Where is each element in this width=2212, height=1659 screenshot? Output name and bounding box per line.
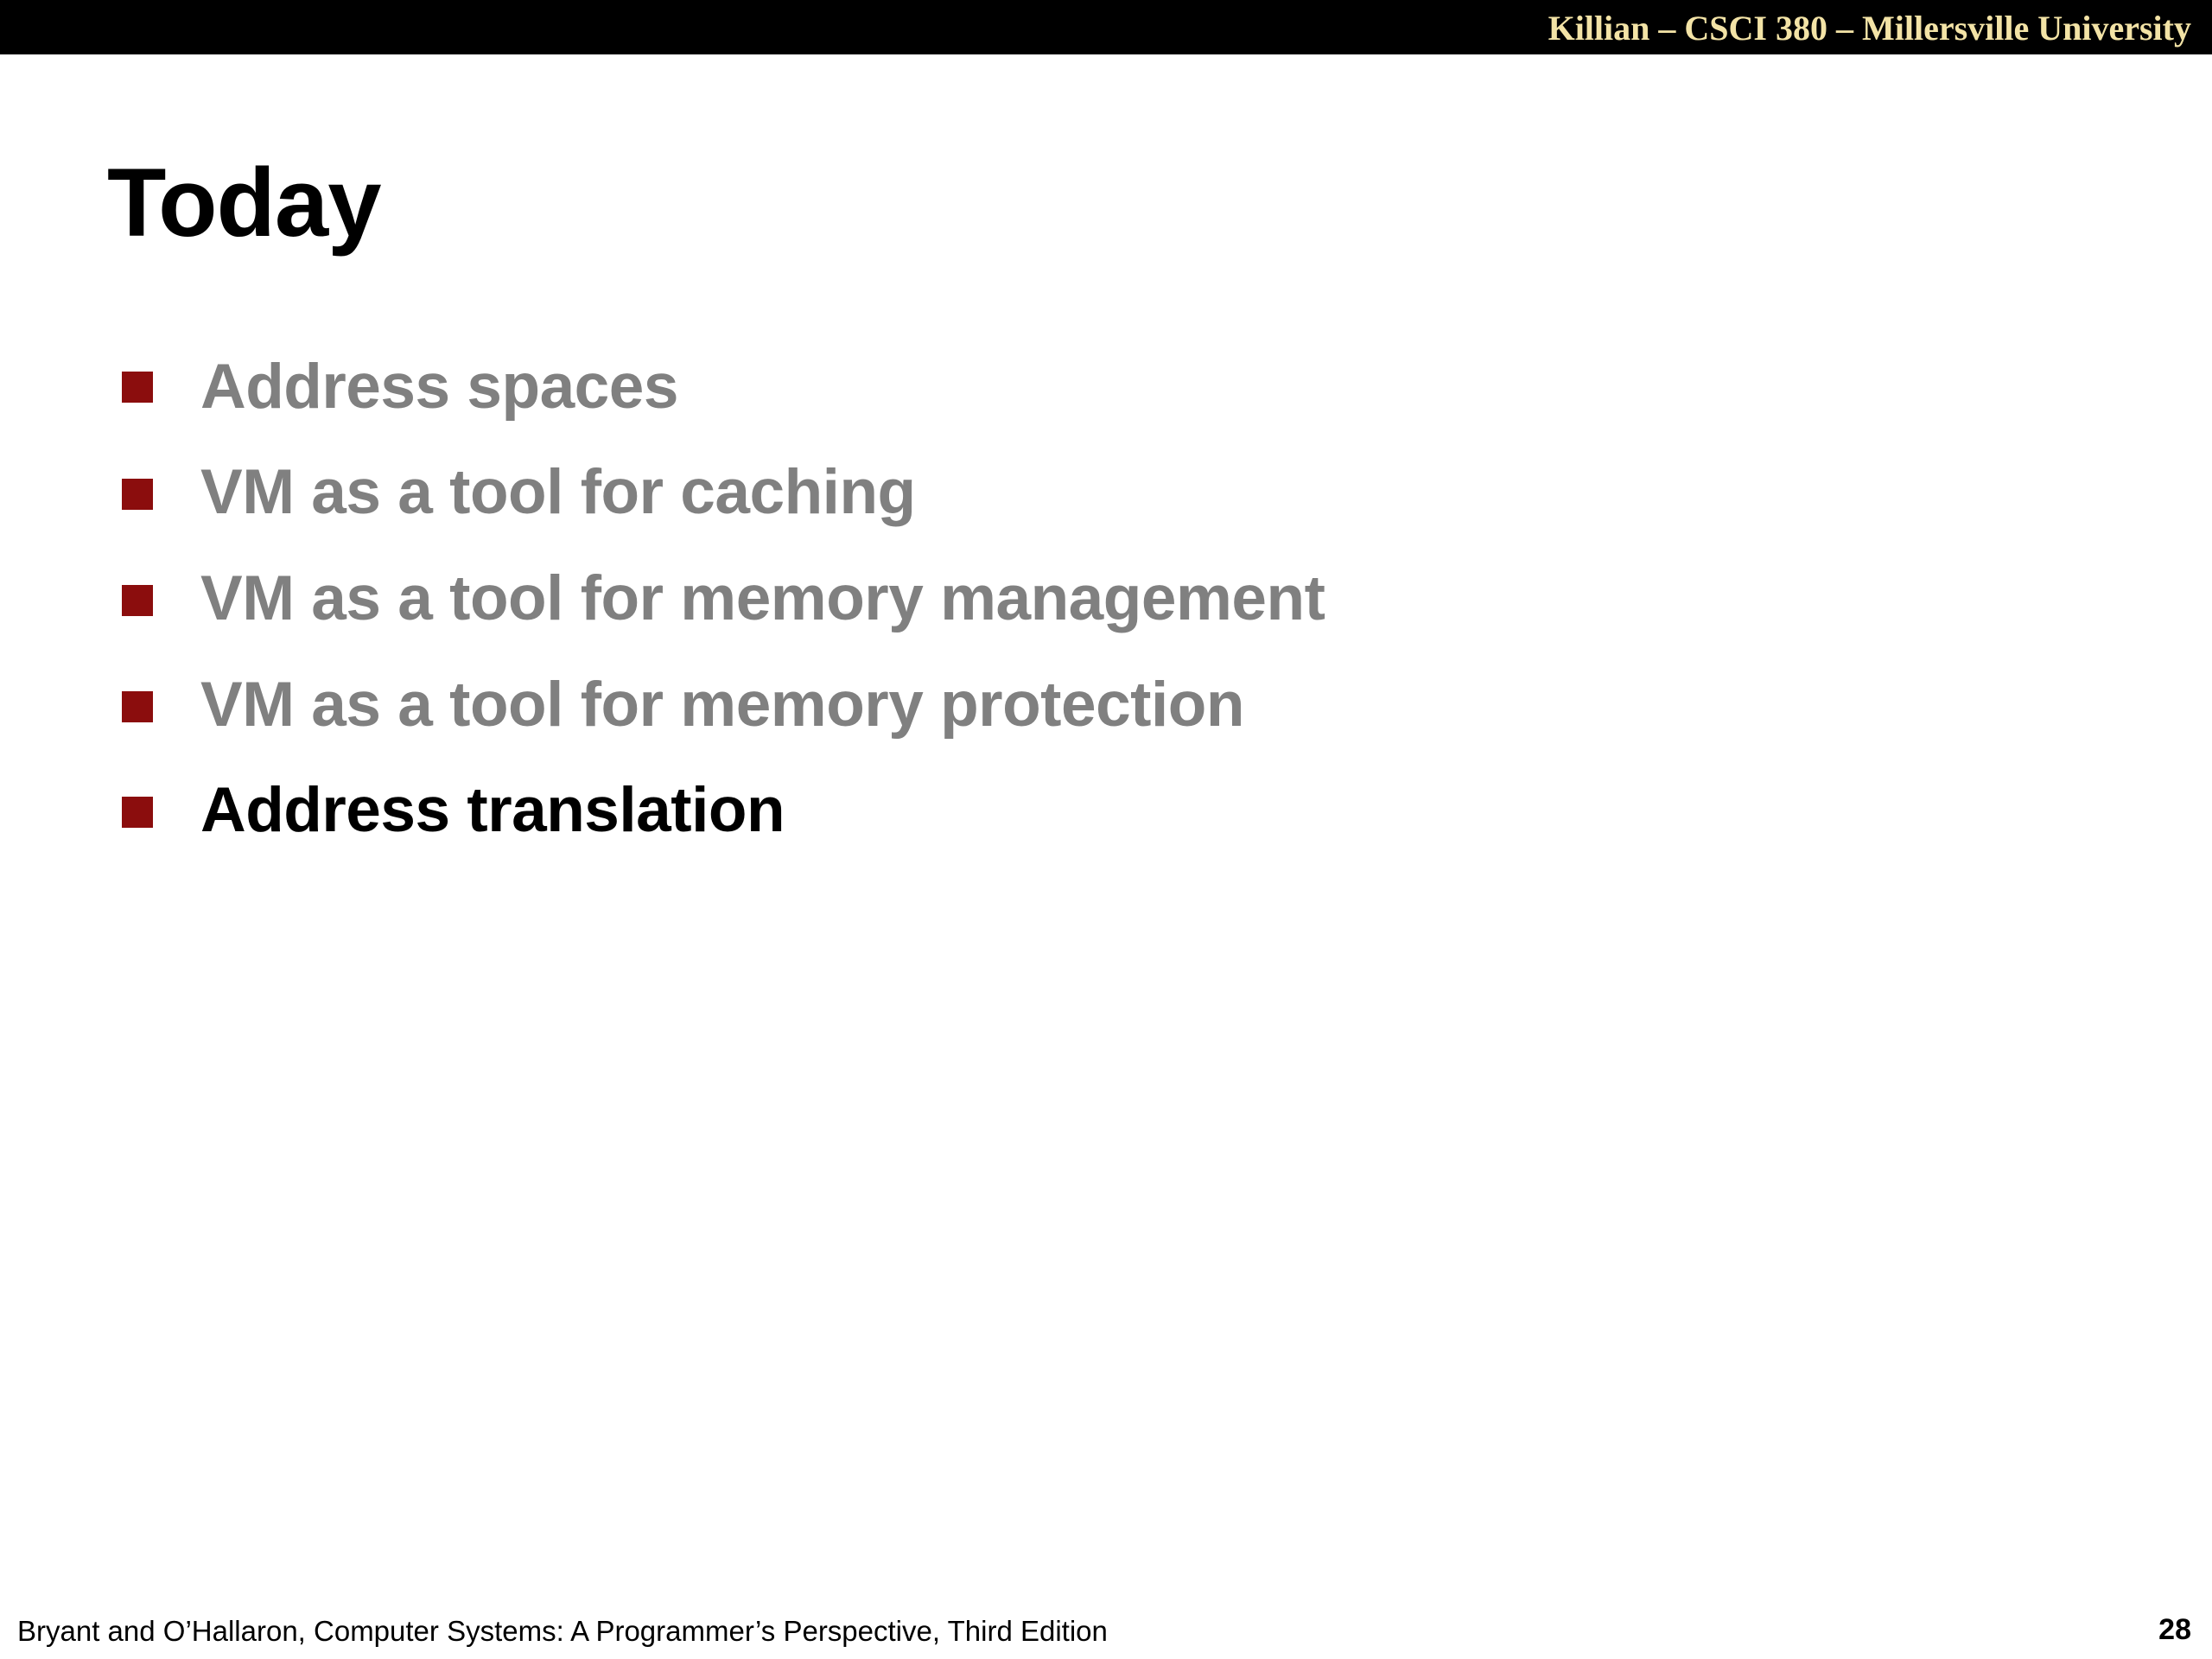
square-bullet-icon [122, 691, 153, 722]
agenda-item-address-spaces [0, 344, 1469, 430]
square-bullet-icon [122, 585, 153, 616]
agenda-item-label: VM as a tool for memory protection [200, 670, 1244, 740]
square-bullet-icon [122, 372, 153, 403]
agenda-item-label: Address translation [200, 775, 785, 845]
header-bar [0, 0, 2212, 54]
header-course-label: Killian – CSCI 380 – Millersville University [1548, 9, 2191, 48]
agenda-item-label: VM as a tool for caching [200, 457, 916, 527]
slide-title: Today [107, 149, 381, 257]
square-bullet-icon [122, 479, 153, 510]
agenda-item-vm-caching [0, 449, 1469, 536]
agenda-item-label: Address spaces [200, 352, 678, 422]
agenda-item-vm-memory-protection [0, 662, 1469, 748]
square-bullet-icon [122, 797, 153, 828]
footer-citation: Bryant and O’Hallaron, Computer Systems: A Programmer’s Perspective, Third Edition [17, 1615, 1108, 1647]
agenda-item-label: VM as a tool for memory management [200, 563, 1325, 633]
agenda-item-address-translation [0, 767, 1469, 854]
page-number: 28 [2158, 1613, 2191, 1646]
agenda-item-vm-memory-management [0, 556, 1469, 642]
